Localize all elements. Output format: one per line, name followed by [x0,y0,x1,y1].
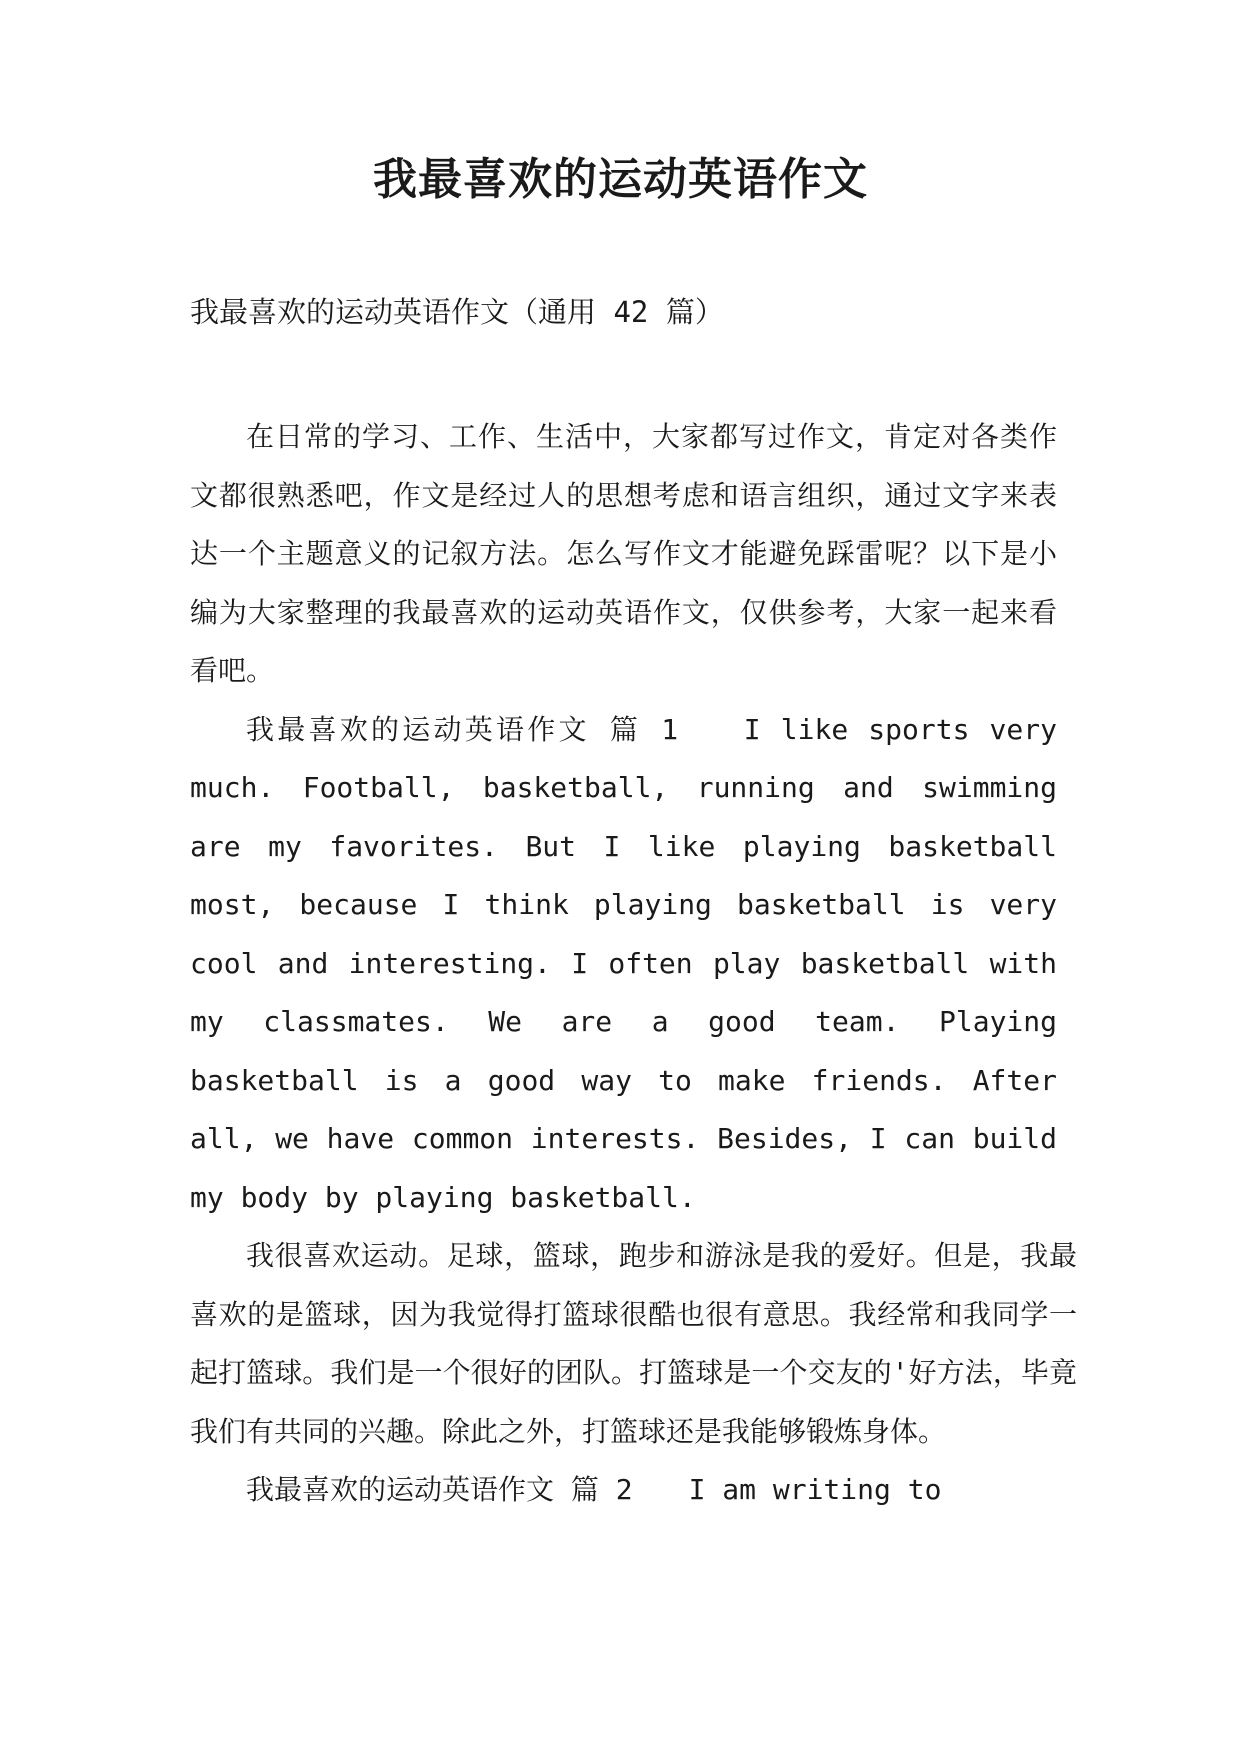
document-subtitle: 我最喜欢的运动英语作文（通用 42 篇） [190,295,724,329]
document-body [190,408,1077,1520]
paragraph-essay-1-chinese: 我很喜欢运动。足球，篮球，跑步和游泳是我的爱好。但是，我最喜欢的是篮球，因为我觉得打篮球很酷也很有意思。我经常和我同学一起打篮球。我们是一个很好的团队。打篮球是一个交友的'好方法，毕竟我们有共同的兴趣。除此之外，打篮球还是我能够锻炼身体。 [190,1239,1077,1448]
paragraph-intro: 在日常的学习、工作、生活中，大家都写过作文，肯定对各类作文都很熟悉吧，作文是经过人的思想考虑和语言组织，通过文字来表达一个主题意义的记叙方法。怎么写作文才能避免踩雷呢？以下是小编为大家整理的我最喜欢的运动英语作文，仅供参考，大家一起来看看吧。 [190,420,1057,687]
paragraph-essay-2-start: 我最喜欢的运动英语作文 篇 2 I am writing to [246,1473,942,1506]
document-title: 我最喜欢的运动英语作文 [373,154,868,205]
paragraph-essay-1-english: 我最喜欢的运动英语作文 篇 1 I like sports very much. Football, basketball, running and swimming are my favorites. But I like playing basketball most, because I think playing basketball is very cool and interesting. I often play basketball with my classmates. We are a good team. Playing basketball is a good way to make friends. After all, we have common interests. Besides, I can build my body by playing basketball. [190,712,1057,1214]
